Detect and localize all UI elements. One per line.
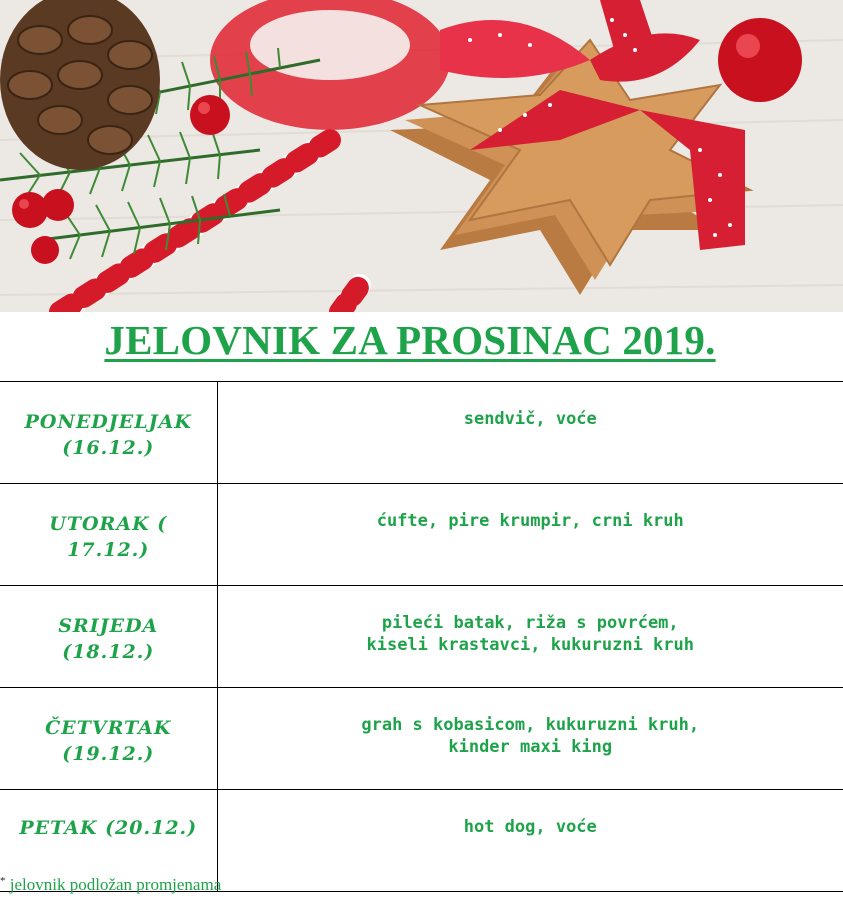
- food-cell: [217, 586, 843, 688]
- food-line: sendvič, voće: [463, 409, 597, 429]
- food-cell: [217, 790, 843, 892]
- day-cell: [0, 382, 217, 484]
- food-line: hot dog, voće: [463, 817, 597, 837]
- table-row: [0, 586, 843, 688]
- table-row: [0, 484, 843, 586]
- day-cell: [0, 688, 217, 790]
- christmas-cookies-image: [0, 0, 843, 312]
- day-date: (16.12.): [62, 437, 155, 459]
- food-line: grah s kobasicom, kukuruzni kruh,: [361, 715, 700, 735]
- food-cell: [217, 688, 843, 790]
- day-name: ČETVRTAK: [45, 717, 172, 739]
- day-date: 17.12.): [67, 539, 150, 561]
- day-name: PETAK (20.12.): [19, 817, 198, 839]
- day-name: PONEDJELJAK: [24, 411, 192, 433]
- table-row: [0, 688, 843, 790]
- footnote-text: jelovnik podložan promjenama: [5, 875, 222, 894]
- food-line: kiseli krastavci, kukuruzni kruh: [366, 635, 694, 655]
- day-name: UTORAK (: [49, 513, 168, 535]
- food-cell: [217, 382, 843, 484]
- table-row: [0, 382, 843, 484]
- day-cell: [0, 484, 217, 586]
- footnote-marker: *: [0, 875, 6, 887]
- footnote: [0, 875, 221, 895]
- food-cell: [217, 484, 843, 586]
- page-title: JELOVNIK ZA PROSINAC 2019.: [104, 317, 716, 363]
- banner-image: [0, 0, 843, 312]
- food-line: pileći batak, riža s povrćem,: [381, 613, 679, 633]
- food-line: ćufte, pire krumpir, crni kruh: [376, 511, 684, 531]
- day-cell: [0, 586, 217, 688]
- food-line: kinder maxi king: [448, 737, 613, 757]
- day-name: SRIJEDA: [58, 615, 159, 637]
- day-date: (18.12.): [62, 641, 155, 663]
- menu-table: [0, 381, 843, 892]
- day-date: (19.12.): [62, 743, 155, 765]
